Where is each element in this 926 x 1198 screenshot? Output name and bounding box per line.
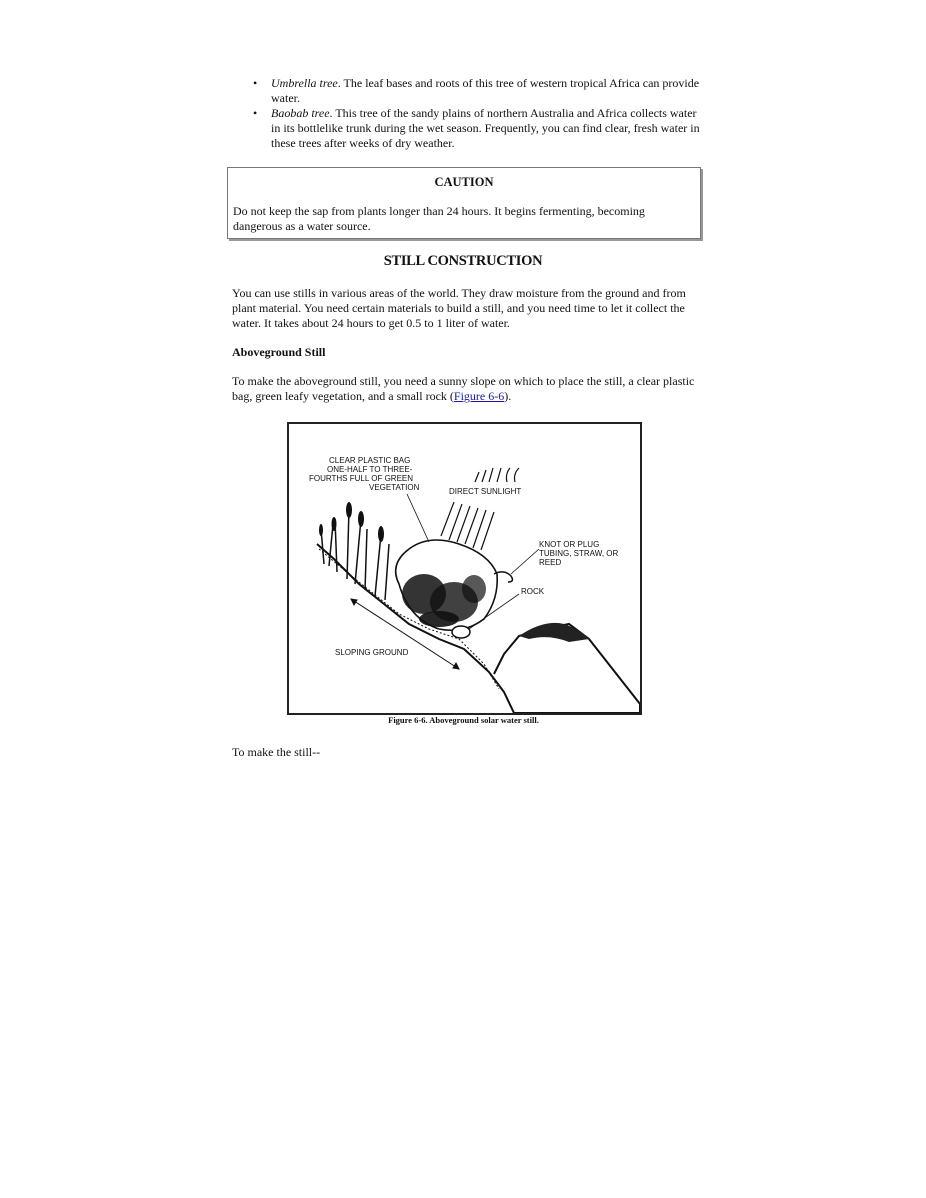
bullet-text: . This tree of the sandy plains of northern Australia and Africa collects water in its bottlelike trunk during the wet season. Frequently, you can find clear, fresh water in these trees after weeks of dry weather. — [271, 106, 700, 150]
caution-box — [227, 167, 701, 239]
tree-bullet-list — [250, 76, 700, 151]
list-item — [250, 76, 700, 106]
mound-shape — [519, 623, 589, 642]
figure-label: CLEAR PLASTIC BAG — [329, 456, 411, 465]
still-figure — [287, 422, 642, 715]
bullet-term: Baobab tree — [271, 106, 330, 120]
bullet-text: . The leaf bases and roots of this tree of western tropical Africa can provide water. — [271, 76, 700, 105]
figure-label: SLOPING GROUND — [335, 648, 409, 657]
figure-label: REED — [539, 558, 562, 567]
rock-shape — [452, 626, 470, 638]
figure-link[interactable]: Figure 6-6 — [453, 389, 505, 403]
figure-label: ROCK — [521, 587, 545, 596]
figure-label: FOURTHS FULL OF GREEN — [309, 474, 414, 483]
subheading: Aboveground Still — [232, 345, 326, 359]
aboveground-paragraph — [232, 374, 702, 404]
bullet-icon: • — [253, 76, 258, 90]
caution-text: Do not keep the sap from plants longer than 24 hours. It begins fermenting, becoming dangerous as a water source. — [233, 204, 645, 233]
paragraph-text: To make the aboveground still, you need a sunny slope on which to place the still, a clear plastic bag, green leafy vegetation, and a small rock ( — [232, 374, 695, 403]
figure-label: VEGETATION — [369, 483, 420, 492]
figure-label: ONE-HALF TO THREE- — [327, 465, 413, 474]
still-illustration — [289, 424, 640, 713]
closing-paragraph: To make the still-- — [232, 745, 321, 759]
caution-title: CAUTION — [434, 175, 494, 189]
intro-paragraph: You can use stills in various areas of the world. They draw moisture from the ground and from plant material. You need certain materials to build a still, and you need time to let it collect the water. It takes about 24 hours to get 0.5 to 1 liter of water. — [232, 286, 686, 330]
figure-label: KNOT OR PLUG — [539, 540, 600, 549]
grass-shape — [321, 509, 389, 600]
figure-label: DIRECT SUNLIGHT — [449, 487, 522, 496]
bullet-icon: • — [253, 106, 258, 120]
section-title: STILL CONSTRUCTION — [383, 253, 543, 269]
list-item — [250, 106, 700, 151]
paragraph-text: ). — [504, 389, 512, 403]
bullet-term: Umbrella tree — [271, 76, 338, 90]
figure-caption: Figure 6-6. Aboveground solar water still. — [388, 715, 539, 725]
figure-label: TUBING, STRAW, OR — [539, 549, 619, 558]
